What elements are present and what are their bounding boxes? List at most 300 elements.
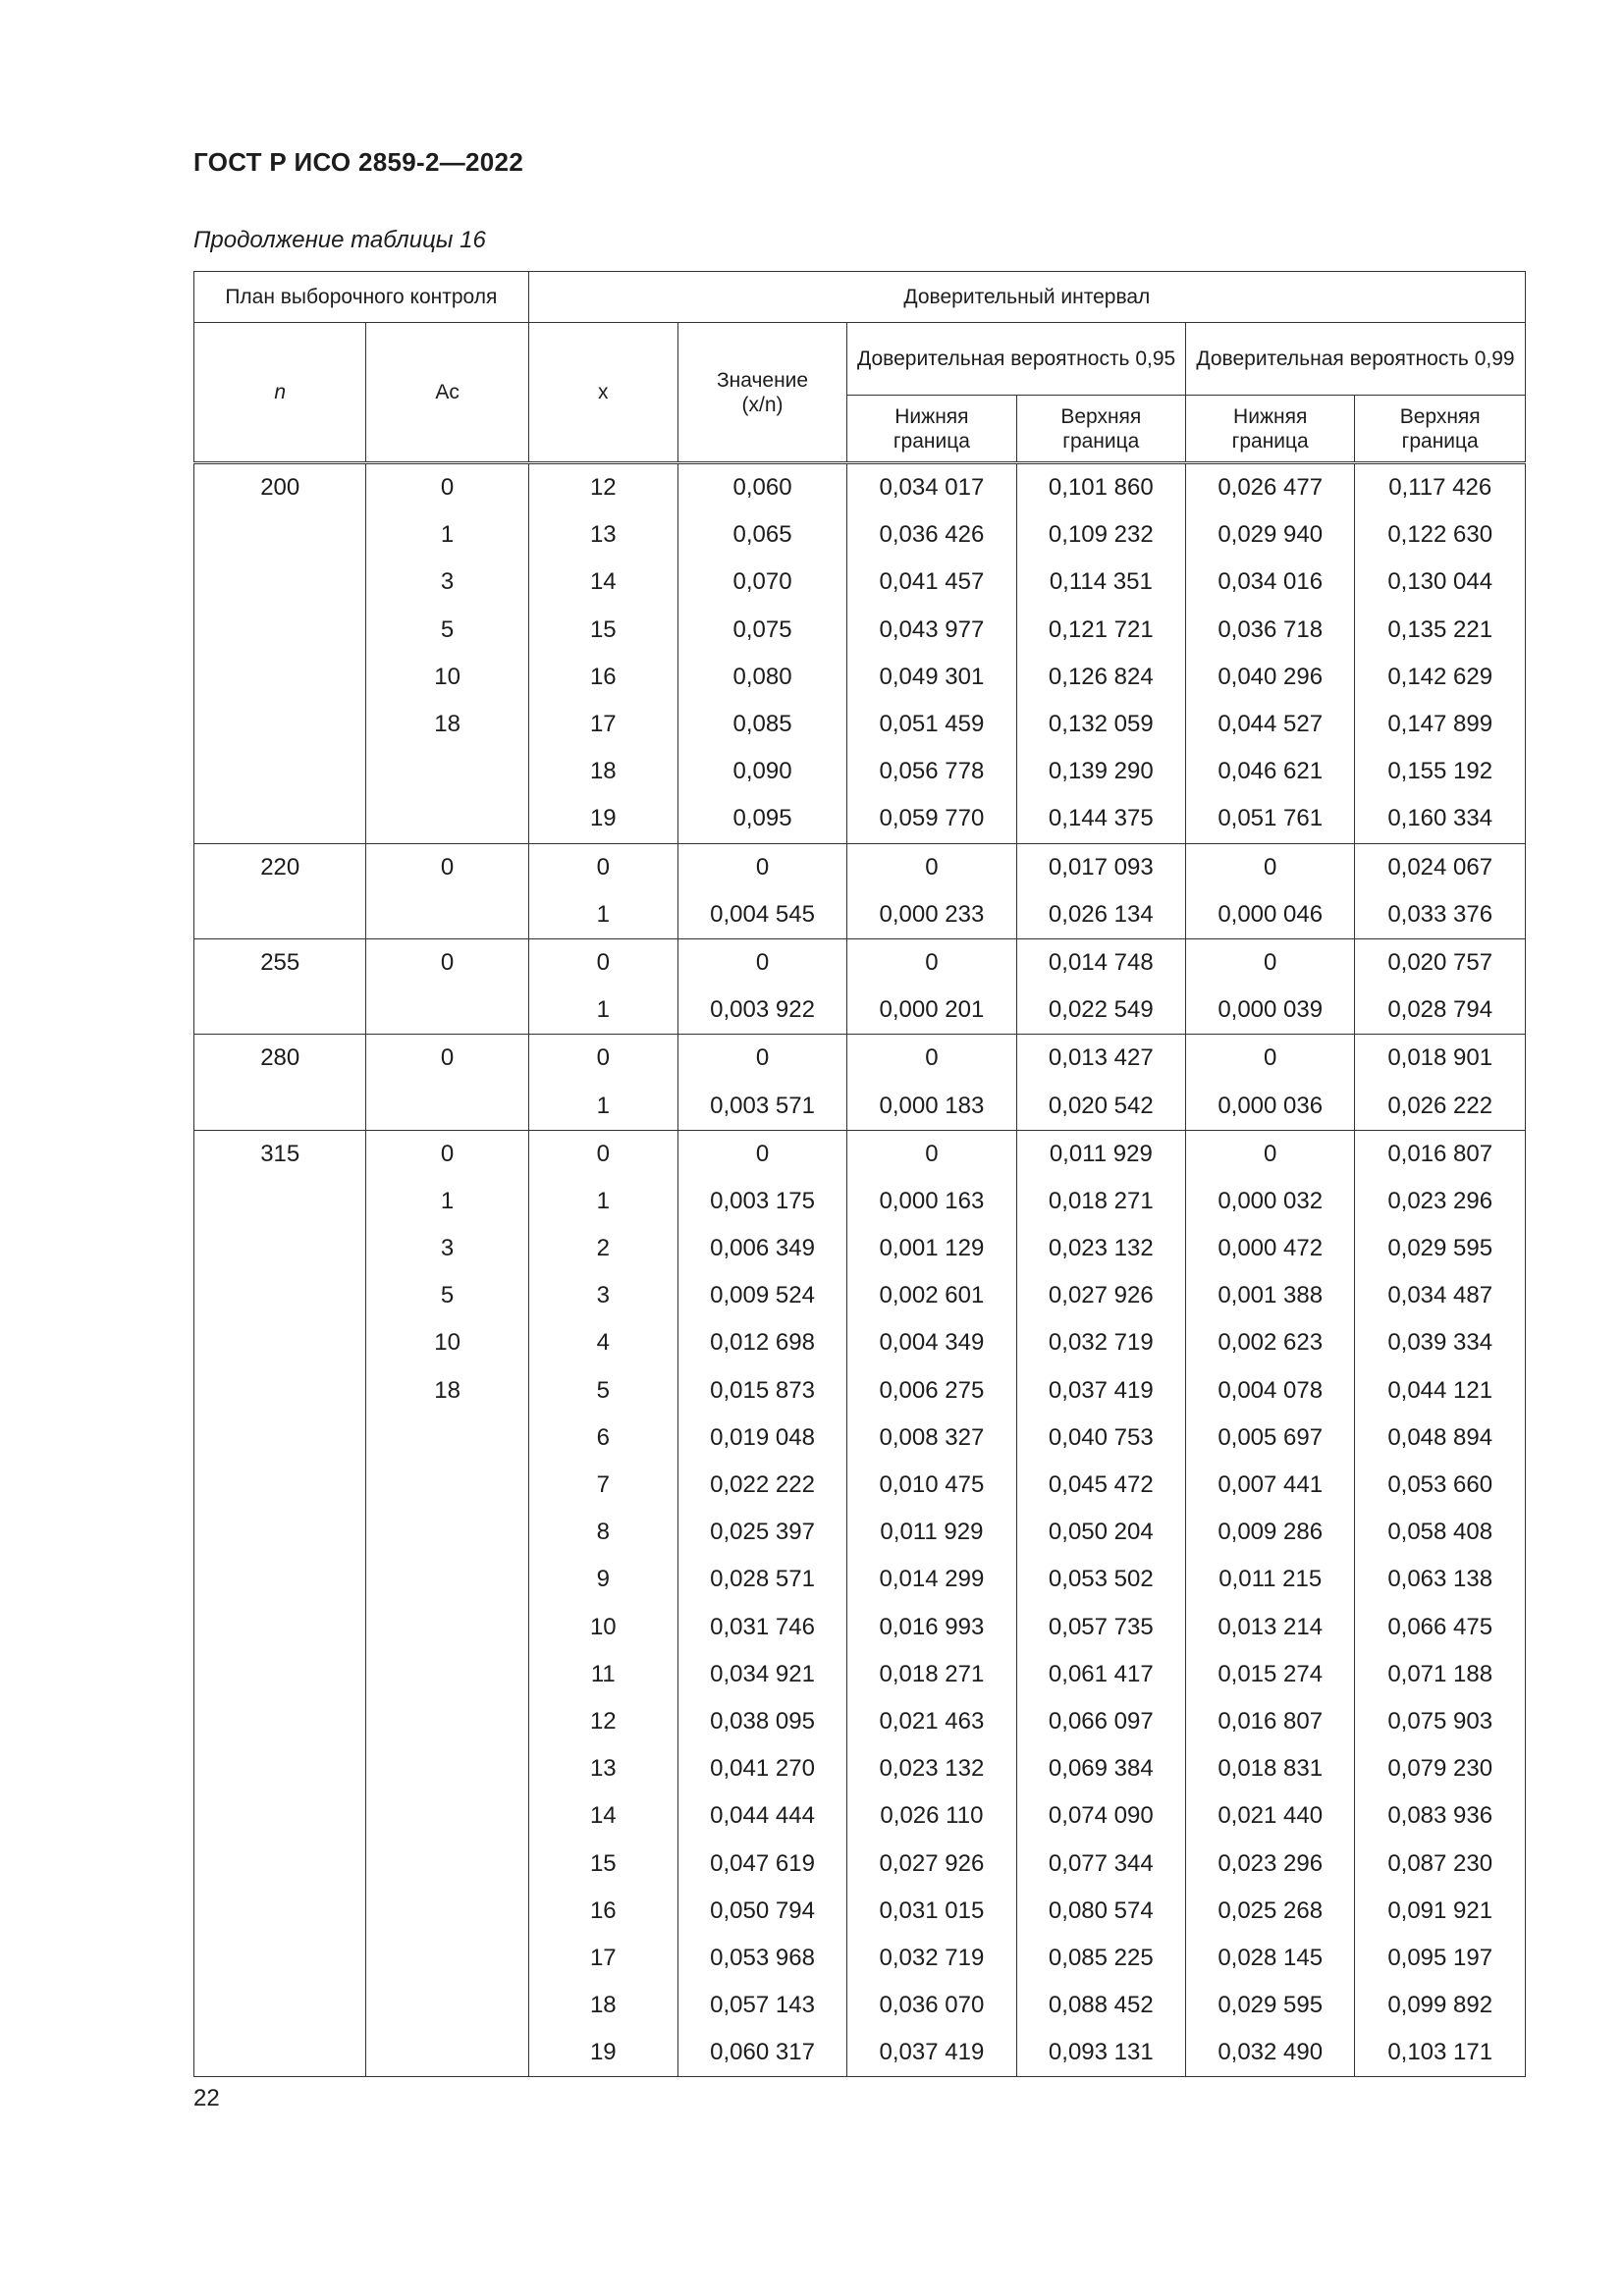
lower95-cell: 0,049 301 <box>847 654 1016 701</box>
upper99-cell: 0,135 221 <box>1355 607 1526 654</box>
x-cell: 19 <box>528 795 677 843</box>
upper99-cell: 0,020 757 <box>1355 938 1526 987</box>
x-cell: 13 <box>528 1745 677 1792</box>
n-cell <box>194 1415 366 1462</box>
ac-cell: 0 <box>366 1130 528 1178</box>
x-cell: 1 <box>528 987 677 1035</box>
n-cell <box>194 1604 366 1651</box>
value-cell: 0 <box>677 1035 846 1083</box>
table-row <box>194 795 1526 843</box>
ac-cell <box>366 795 528 843</box>
n-cell: 220 <box>194 843 366 891</box>
ac-cell: 1 <box>366 511 528 559</box>
n-cell <box>194 1367 366 1415</box>
ac-cell: 0 <box>366 463 528 512</box>
n-cell <box>194 987 366 1035</box>
value-cell: 0,047 619 <box>677 1840 846 1887</box>
x-cell: 13 <box>528 511 677 559</box>
x-cell: 12 <box>528 463 677 512</box>
value-cell: 0,031 746 <box>677 1604 846 1651</box>
upper95-cell: 0,126 824 <box>1016 654 1185 701</box>
x-cell: 9 <box>528 1556 677 1603</box>
upper95-cell: 0,088 452 <box>1016 1982 1185 2029</box>
upper95-cell: 0,014 748 <box>1016 938 1185 987</box>
value-cell: 0,006 349 <box>677 1225 846 1272</box>
upper95-cell: 0,022 549 <box>1016 987 1185 1035</box>
upper95-cell: 0,053 502 <box>1016 1556 1185 1603</box>
n-cell <box>194 1082 366 1130</box>
lower95-cell: 0 <box>847 938 1016 987</box>
x-cell: 3 <box>528 1272 677 1319</box>
table-row <box>194 607 1526 654</box>
lower95-cell: 0,026 110 <box>847 1792 1016 1840</box>
lower95-cell: 0,006 275 <box>847 1367 1016 1415</box>
upper99-cell: 0,079 230 <box>1355 1745 1526 1792</box>
value-cell: 0,080 <box>677 654 846 701</box>
value-cell: 0,015 873 <box>677 1367 846 1415</box>
lower95-cell: 0,014 299 <box>847 1556 1016 1603</box>
upper99-cell: 0,071 188 <box>1355 1651 1526 1698</box>
x-cell: 17 <box>528 701 677 748</box>
upper99-cell: 0,029 595 <box>1355 1225 1526 1272</box>
plan-header: План выборочного контроля <box>194 272 529 323</box>
lower95-cell: 0,000 233 <box>847 891 1016 939</box>
ac-cell: 0 <box>366 843 528 891</box>
lower99-cell: 0,051 761 <box>1186 795 1355 843</box>
table-row <box>194 654 1526 701</box>
lower99-cell: 0,000 032 <box>1186 1178 1355 1225</box>
x-cell: 1 <box>528 1178 677 1225</box>
upper95-cell: 0,109 232 <box>1016 511 1185 559</box>
lower95-cell: 0,018 271 <box>847 1651 1016 1698</box>
lower95-cell: 0 <box>847 1130 1016 1178</box>
upper95-cell: 0,045 472 <box>1016 1462 1185 1509</box>
lower95-cell: 0,051 459 <box>847 701 1016 748</box>
value-cell: 0,075 <box>677 607 846 654</box>
table-row <box>194 2029 1526 2077</box>
upper99-cell: 0,018 901 <box>1355 1035 1526 1083</box>
x-cell: 0 <box>528 938 677 987</box>
lower99-header <box>1186 396 1355 463</box>
table-row <box>194 1888 1526 1935</box>
upper95-cell: 0,050 204 <box>1016 1509 1185 1556</box>
upper99-cell: 0,117 426 <box>1355 463 1526 512</box>
x-cell: 18 <box>528 1982 677 2029</box>
upper99-cell: 0,016 807 <box>1355 1130 1526 1178</box>
n-cell <box>194 1178 366 1225</box>
table-row <box>194 748 1526 795</box>
ac-cell: 10 <box>366 654 528 701</box>
x-cell: 6 <box>528 1415 677 1462</box>
upper95-cell: 0,011 929 <box>1016 1130 1185 1178</box>
ac-cell <box>366 1982 528 2029</box>
upper95-cell: 0,013 427 <box>1016 1035 1185 1083</box>
lower95-cell: 0,023 132 <box>847 1745 1016 1792</box>
x-cell: 16 <box>528 1888 677 1935</box>
lower95-cell: 0,031 015 <box>847 1888 1016 1935</box>
lower95-cell: 0,000 183 <box>847 1082 1016 1130</box>
lower95-cell: 0,004 349 <box>847 1319 1016 1366</box>
upper99-cell: 0,048 894 <box>1355 1415 1526 1462</box>
ac-cell <box>366 1888 528 1935</box>
lower95-cell: 0,056 778 <box>847 748 1016 795</box>
lower99-cell: 0,007 441 <box>1186 1462 1355 1509</box>
lower95-cell: 0,010 475 <box>847 1462 1016 1509</box>
upper99-cell: 0,034 487 <box>1355 1272 1526 1319</box>
x-cell: 15 <box>528 607 677 654</box>
upper99-header <box>1355 396 1526 463</box>
lower99-cell: 0,026 477 <box>1186 463 1355 512</box>
confidence-interval-table <box>193 271 1526 2077</box>
upper99-cell: 0,066 475 <box>1355 1604 1526 1651</box>
lower99-cell: 0,000 046 <box>1186 891 1355 939</box>
n-cell: 315 <box>194 1130 366 1178</box>
n-cell <box>194 1462 366 1509</box>
value-cell: 0,025 397 <box>677 1509 846 1556</box>
upper99-cell: 0,024 067 <box>1355 843 1526 891</box>
col-n-label: n <box>274 381 287 403</box>
col-n-header <box>194 323 366 463</box>
ac-cell <box>366 1415 528 1462</box>
lower95-cell: 0,059 770 <box>847 795 1016 843</box>
lower99-cell: 0,005 697 <box>1186 1415 1355 1462</box>
upper95-cell: 0,069 384 <box>1016 1745 1185 1792</box>
x-cell: 10 <box>528 1604 677 1651</box>
ac-cell: 5 <box>366 1272 528 1319</box>
lower95-cell: 0,041 457 <box>847 559 1016 606</box>
upper99-cell: 0,142 629 <box>1355 654 1526 701</box>
x-cell: 2 <box>528 1225 677 1272</box>
x-cell: 0 <box>528 1035 677 1083</box>
value-cell: 0,003 175 <box>677 1178 846 1225</box>
lower95-cell: 0,037 419 <box>847 2029 1016 2077</box>
x-cell: 16 <box>528 654 677 701</box>
upper99-cell: 0,033 376 <box>1355 891 1526 939</box>
lower99-cell: 0,004 078 <box>1186 1367 1355 1415</box>
upper95-label: Верхняя граница <box>1060 404 1142 453</box>
ac-cell <box>366 1840 528 1887</box>
lower95-header <box>847 396 1016 463</box>
n-cell <box>194 1888 366 1935</box>
value-cell: 0,085 <box>677 701 846 748</box>
n-cell <box>194 1982 366 2029</box>
lower99-cell: 0,028 145 <box>1186 1935 1355 1982</box>
table-row <box>194 1272 1526 1319</box>
ac-cell <box>366 1651 528 1698</box>
col-x-header: x <box>528 323 677 463</box>
lower99-cell: 0 <box>1186 1035 1355 1083</box>
upper99-cell: 0,044 121 <box>1355 1367 1526 1415</box>
upper95-cell: 0,121 721 <box>1016 607 1185 654</box>
ac-cell <box>366 1745 528 1792</box>
n-cell <box>194 1840 366 1887</box>
ac-cell <box>366 891 528 939</box>
x-cell: 0 <box>528 1130 677 1178</box>
lower95-cell: 0 <box>847 843 1016 891</box>
lower95-label: Нижняя граница <box>893 404 970 453</box>
lower99-cell: 0,029 595 <box>1186 1982 1355 2029</box>
table-row <box>194 1792 1526 1840</box>
lower99-cell: 0,044 527 <box>1186 701 1355 748</box>
upper95-cell: 0,020 542 <box>1016 1082 1185 1130</box>
table-row <box>194 891 1526 939</box>
upper99-cell: 0,103 171 <box>1355 2029 1526 2077</box>
lower95-cell: 0,021 463 <box>847 1698 1016 1745</box>
ac-cell: 3 <box>366 559 528 606</box>
n-cell: 280 <box>194 1035 366 1083</box>
ac-cell <box>366 1556 528 1603</box>
n-cell <box>194 1698 366 1745</box>
ac-cell: 10 <box>366 1319 528 1366</box>
table-row <box>194 463 1526 512</box>
upper99-cell: 0,130 044 <box>1355 559 1526 606</box>
n-cell <box>194 1509 366 1556</box>
upper95-cell: 0,139 290 <box>1016 748 1185 795</box>
value-cell: 0,041 270 <box>677 1745 846 1792</box>
value-cell: 0,057 143 <box>677 1982 846 2029</box>
value-cell: 0,012 698 <box>677 1319 846 1366</box>
ac-cell: 0 <box>366 938 528 987</box>
upper99-cell: 0,122 630 <box>1355 511 1526 559</box>
upper99-cell: 0,075 903 <box>1355 1698 1526 1745</box>
x-cell: 11 <box>528 1651 677 1698</box>
value-cell: 0,060 <box>677 463 846 512</box>
upper95-cell: 0,018 271 <box>1016 1178 1185 1225</box>
lower99-cell: 0,002 623 <box>1186 1319 1355 1366</box>
n-cell <box>194 1745 366 1792</box>
ac-cell <box>366 1935 528 1982</box>
lower95-cell: 0,000 163 <box>847 1178 1016 1225</box>
table-row <box>194 938 1526 987</box>
x-cell: 17 <box>528 1935 677 1982</box>
ac-cell <box>366 1604 528 1651</box>
x-cell: 8 <box>528 1509 677 1556</box>
lower99-cell: 0 <box>1186 938 1355 987</box>
table-caption: Продолжение таблицы 16 <box>193 227 486 253</box>
value-cell: 0,050 794 <box>677 1888 846 1935</box>
value-cell: 0,028 571 <box>677 1556 846 1603</box>
ac-cell <box>366 1509 528 1556</box>
table-row <box>194 1415 1526 1462</box>
lower99-cell: 0,023 296 <box>1186 1840 1355 1887</box>
table-row <box>194 1556 1526 1603</box>
upper99-label: Верхняя граница <box>1399 404 1481 453</box>
upper95-cell: 0,077 344 <box>1016 1840 1185 1887</box>
n-cell <box>194 1651 366 1698</box>
document-title: ГОСТ Р ИСО 2859-2—2022 <box>193 147 524 177</box>
x-cell: 14 <box>528 1792 677 1840</box>
table-row <box>194 987 1526 1035</box>
upper99-cell: 0,028 794 <box>1355 987 1526 1035</box>
upper95-header <box>1016 396 1185 463</box>
page-number: 22 <box>193 2085 220 2111</box>
ac-cell: 1 <box>366 1178 528 1225</box>
table-row <box>194 1130 1526 1178</box>
upper99-cell: 0,063 138 <box>1355 1556 1526 1603</box>
x-cell: 7 <box>528 1462 677 1509</box>
upper95-cell: 0,057 735 <box>1016 1604 1185 1651</box>
value-cell: 0 <box>677 938 846 987</box>
lower99-cell: 0,032 490 <box>1186 2029 1355 2077</box>
lower95-cell: 0,016 993 <box>847 1604 1016 1651</box>
x-cell: 0 <box>528 843 677 891</box>
x-cell: 15 <box>528 1840 677 1887</box>
lower99-cell: 0,000 039 <box>1186 987 1355 1035</box>
upper99-cell: 0,147 899 <box>1355 701 1526 748</box>
n-cell <box>194 795 366 843</box>
lower99-cell: 0,009 286 <box>1186 1509 1355 1556</box>
n-cell <box>194 1225 366 1272</box>
upper95-cell: 0,032 719 <box>1016 1319 1185 1366</box>
upper99-cell: 0,023 296 <box>1355 1178 1526 1225</box>
table-row <box>194 1604 1526 1651</box>
upper99-cell: 0,087 230 <box>1355 1840 1526 1887</box>
lower95-cell: 0 <box>847 1035 1016 1083</box>
lower99-cell: 0,025 268 <box>1186 1888 1355 1935</box>
value-cell: 0,090 <box>677 748 846 795</box>
table-row <box>194 1509 1526 1556</box>
table-row <box>194 1035 1526 1083</box>
upper99-cell: 0,039 334 <box>1355 1319 1526 1366</box>
lower99-cell: 0,021 440 <box>1186 1792 1355 1840</box>
lower95-cell: 0,008 327 <box>847 1415 1016 1462</box>
n-cell <box>194 607 366 654</box>
value-cell: 0,003 922 <box>677 987 846 1035</box>
lower99-cell: 0 <box>1186 843 1355 891</box>
lower95-cell: 0,043 977 <box>847 607 1016 654</box>
lower95-cell: 0,002 601 <box>847 1272 1016 1319</box>
table-row <box>194 1935 1526 1982</box>
ac-cell: 18 <box>366 1367 528 1415</box>
ac-cell <box>366 1082 528 1130</box>
value-cell: 0,019 048 <box>677 1415 846 1462</box>
x-cell: 1 <box>528 891 677 939</box>
upper95-cell: 0,027 926 <box>1016 1272 1185 1319</box>
n-cell <box>194 1319 366 1366</box>
value-cell: 0,095 <box>677 795 846 843</box>
upper95-cell: 0,026 134 <box>1016 891 1185 939</box>
upper95-cell: 0,101 860 <box>1016 463 1185 512</box>
col-value-label: Значение (x/n) <box>716 368 809 416</box>
value-cell: 0,070 <box>677 559 846 606</box>
ac-cell: 5 <box>366 607 528 654</box>
n-cell <box>194 559 366 606</box>
x-cell: 14 <box>528 559 677 606</box>
value-cell: 0,003 571 <box>677 1082 846 1130</box>
upper99-cell: 0,155 192 <box>1355 748 1526 795</box>
lower99-cell: 0,015 274 <box>1186 1651 1355 1698</box>
value-cell: 0,038 095 <box>677 1698 846 1745</box>
upper99-cell: 0,058 408 <box>1355 1509 1526 1556</box>
upper95-cell: 0,023 132 <box>1016 1225 1185 1272</box>
value-cell: 0,065 <box>677 511 846 559</box>
lower99-cell: 0,011 215 <box>1186 1556 1355 1603</box>
x-cell: 5 <box>528 1367 677 1415</box>
ac-cell: 0 <box>366 1035 528 1083</box>
n-cell <box>194 654 366 701</box>
upper99-cell: 0,091 921 <box>1355 1888 1526 1935</box>
table-row <box>194 1462 1526 1509</box>
prob95-header: Доверительная вероятность 0,95 <box>847 323 1186 396</box>
lower95-cell: 0,032 719 <box>847 1935 1016 1982</box>
x-cell: 12 <box>528 1698 677 1745</box>
lower99-cell: 0,016 807 <box>1186 1698 1355 1745</box>
value-cell: 0,034 921 <box>677 1651 846 1698</box>
upper95-cell: 0,040 753 <box>1016 1415 1185 1462</box>
n-cell <box>194 2029 366 2077</box>
lower99-cell: 0,013 214 <box>1186 1604 1355 1651</box>
lower95-cell: 0,011 929 <box>847 1509 1016 1556</box>
lower99-cell: 0,000 036 <box>1186 1082 1355 1130</box>
ac-cell: 3 <box>366 1225 528 1272</box>
table-row <box>194 559 1526 606</box>
upper95-cell: 0,080 574 <box>1016 1888 1185 1935</box>
n-cell <box>194 701 366 748</box>
lower95-cell: 0,001 129 <box>847 1225 1016 1272</box>
upper95-cell: 0,114 351 <box>1016 559 1185 606</box>
ac-cell <box>366 748 528 795</box>
upper95-cell: 0,037 419 <box>1016 1367 1185 1415</box>
table-row <box>194 1319 1526 1366</box>
n-cell <box>194 1556 366 1603</box>
value-cell: 0,060 317 <box>677 2029 846 2077</box>
upper99-cell: 0,095 197 <box>1355 1935 1526 1982</box>
table-row <box>194 1698 1526 1745</box>
value-cell: 0 <box>677 843 846 891</box>
upper99-cell: 0,053 660 <box>1355 1462 1526 1509</box>
lower99-cell: 0,046 621 <box>1186 748 1355 795</box>
table-row <box>194 1082 1526 1130</box>
lower99-cell: 0 <box>1186 1130 1355 1178</box>
upper95-cell: 0,061 417 <box>1016 1651 1185 1698</box>
table-row <box>194 1178 1526 1225</box>
lower99-cell: 0,040 296 <box>1186 654 1355 701</box>
col-ac-header: Ac <box>366 323 528 463</box>
lower99-cell: 0,034 016 <box>1186 559 1355 606</box>
lower99-label: Нижняя граница <box>1231 404 1309 453</box>
lower99-cell: 0,000 472 <box>1186 1225 1355 1272</box>
upper99-cell: 0,160 334 <box>1355 795 1526 843</box>
ac-cell: 18 <box>366 701 528 748</box>
n-cell <box>194 1792 366 1840</box>
upper95-cell: 0,085 225 <box>1016 1935 1185 1982</box>
lower95-cell: 0,036 426 <box>847 511 1016 559</box>
n-cell <box>194 511 366 559</box>
table-row <box>194 843 1526 891</box>
table-row <box>194 511 1526 559</box>
value-cell: 0,053 968 <box>677 1935 846 1982</box>
col-value-header <box>677 323 846 463</box>
x-cell: 18 <box>528 748 677 795</box>
x-cell: 4 <box>528 1319 677 1366</box>
interval-header: Доверительный интервал <box>528 272 1525 323</box>
prob99-header: Доверительная вероятность 0,99 <box>1186 323 1526 396</box>
table-row <box>194 1651 1526 1698</box>
upper95-cell: 0,017 093 <box>1016 843 1185 891</box>
ac-cell <box>366 2029 528 2077</box>
n-cell <box>194 1935 366 1982</box>
upper99-cell: 0,026 222 <box>1355 1082 1526 1130</box>
value-cell: 0,004 545 <box>677 891 846 939</box>
lower99-cell: 0,029 940 <box>1186 511 1355 559</box>
ac-cell <box>366 987 528 1035</box>
lower95-cell: 0,036 070 <box>847 1982 1016 2029</box>
value-cell: 0,044 444 <box>677 1792 846 1840</box>
lower95-cell: 0,034 017 <box>847 463 1016 512</box>
ac-cell <box>366 1698 528 1745</box>
table-row <box>194 701 1526 748</box>
x-cell: 1 <box>528 1082 677 1130</box>
